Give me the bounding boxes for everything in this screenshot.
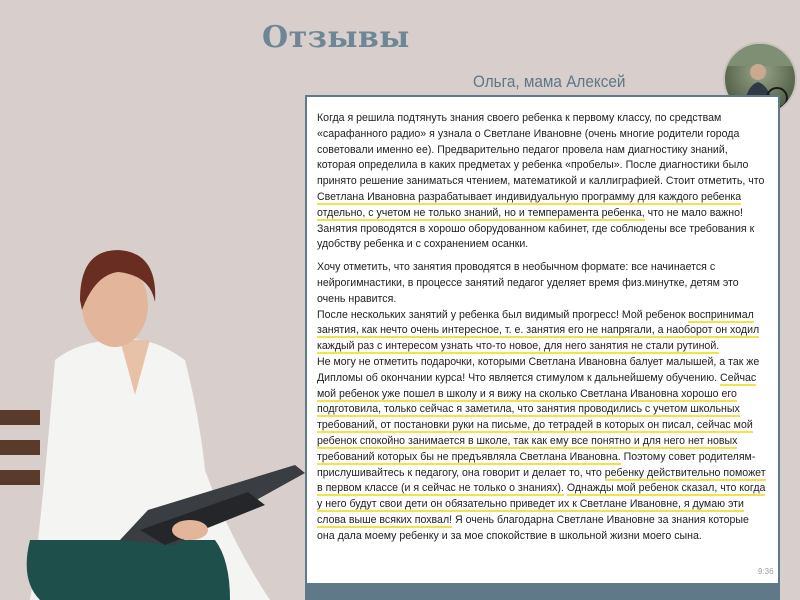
message-time: 9:36 (758, 567, 774, 576)
review-text-segment: что не мало важно! (644, 206, 743, 219)
highlighted-text: воспринимал занятия, как нечто очень интересное, т. е. занятия его не напрягали, а наоборот он ходил каждый раз с интересом узнать что-то новое, для него занятия не стали рутиной. (317, 308, 760, 353)
review-paragraph (317, 355, 767, 545)
highlighted-text: ребенку действительно поможет в первом классе (и я сейчас не только о знаниях). (317, 466, 766, 495)
highlighted-text: Светлана Ивановна разрабатывает индивидуальную программу для каждого ребенка отдельно, с учетом не только знаний, но и темперамента ребенка, (317, 190, 742, 219)
teacher-photo (0, 240, 310, 600)
review-text-segment: Хочу отметить, что занятия проводятся в необычном формате: все начинается с нейрогимнастики, в процессе занятий педагог уделяет время физ.минутке, детям это очень нравится. (317, 261, 739, 305)
paragraph-gap (317, 253, 767, 260)
review-paragraph (317, 308, 767, 355)
highlighted-text: Однажды мой ребенок сказал, что когда у него будут свои дети он обязательно приведет их к Светлане Ивановне, я думаю эти слова выше всяких похвал! (317, 482, 766, 526)
page-title: Отзывы (262, 20, 410, 55)
highlighted-text: Сейчас мой ребенок уже пошел в школу и я вижу на сколько Светлана Ивановна хорошо его подготовила, только сейчас я заметила, что занятия проводились с учетом школьных требований, от постановки руки на письме, до тетрадей в которых он писал, сейчас мой ребенок спокойно занимается в школе, так как ему все понятно и для него нет новых требований которых бы не предъявляла Светлана Ивановна. (317, 371, 757, 463)
review-text-segment: Я очень благодарна Светлане Ивановне за знания которые она дала моему ребенку и за мое спокойствие в школьной жизни моего сына. (317, 513, 749, 542)
review-text-segment: Не могу не отметить подарочки, которыми Светлана Ивановна балует малышей, а так же Дипломы об окончании курса! Что является стимулом к дальнейшему обучению. (317, 355, 760, 384)
review-text-segment: Поэтому совет родителям-прислушивайтесь к педагогу, она говорит и делает то, что (317, 450, 756, 479)
card-bottom-bar (305, 585, 780, 600)
review-text-segment: Занятия проводятся в хорошо оборудованном кабинет, где соблюдены все требования к удобству ребенка и с сохранением осанки. (317, 222, 755, 251)
review-author: Ольга, мама Алексей (473, 72, 626, 91)
review-paragraph (317, 260, 767, 307)
review-paragraph (317, 111, 767, 222)
review-text (317, 111, 767, 545)
review-text-segment: После нескольких занятий у ребенка был видимый прогресс! Мой ребенок (317, 308, 689, 321)
review-paragraph (317, 222, 767, 254)
review-text-segment: Когда я решила подтянуть знания своего ребенка к первому классу, по средствам «сарафанного радио» я узнала о Светлане Ивановне (очень многие родители города советовали именно ее). Предварительно педагог провела нам диагностику знаний, которая определила в каких предметах у ребенка «пробелы». После диагностики было принято решение заниматься чтением, математикой и каллиграфией. Стоит отметить, что (317, 112, 765, 188)
